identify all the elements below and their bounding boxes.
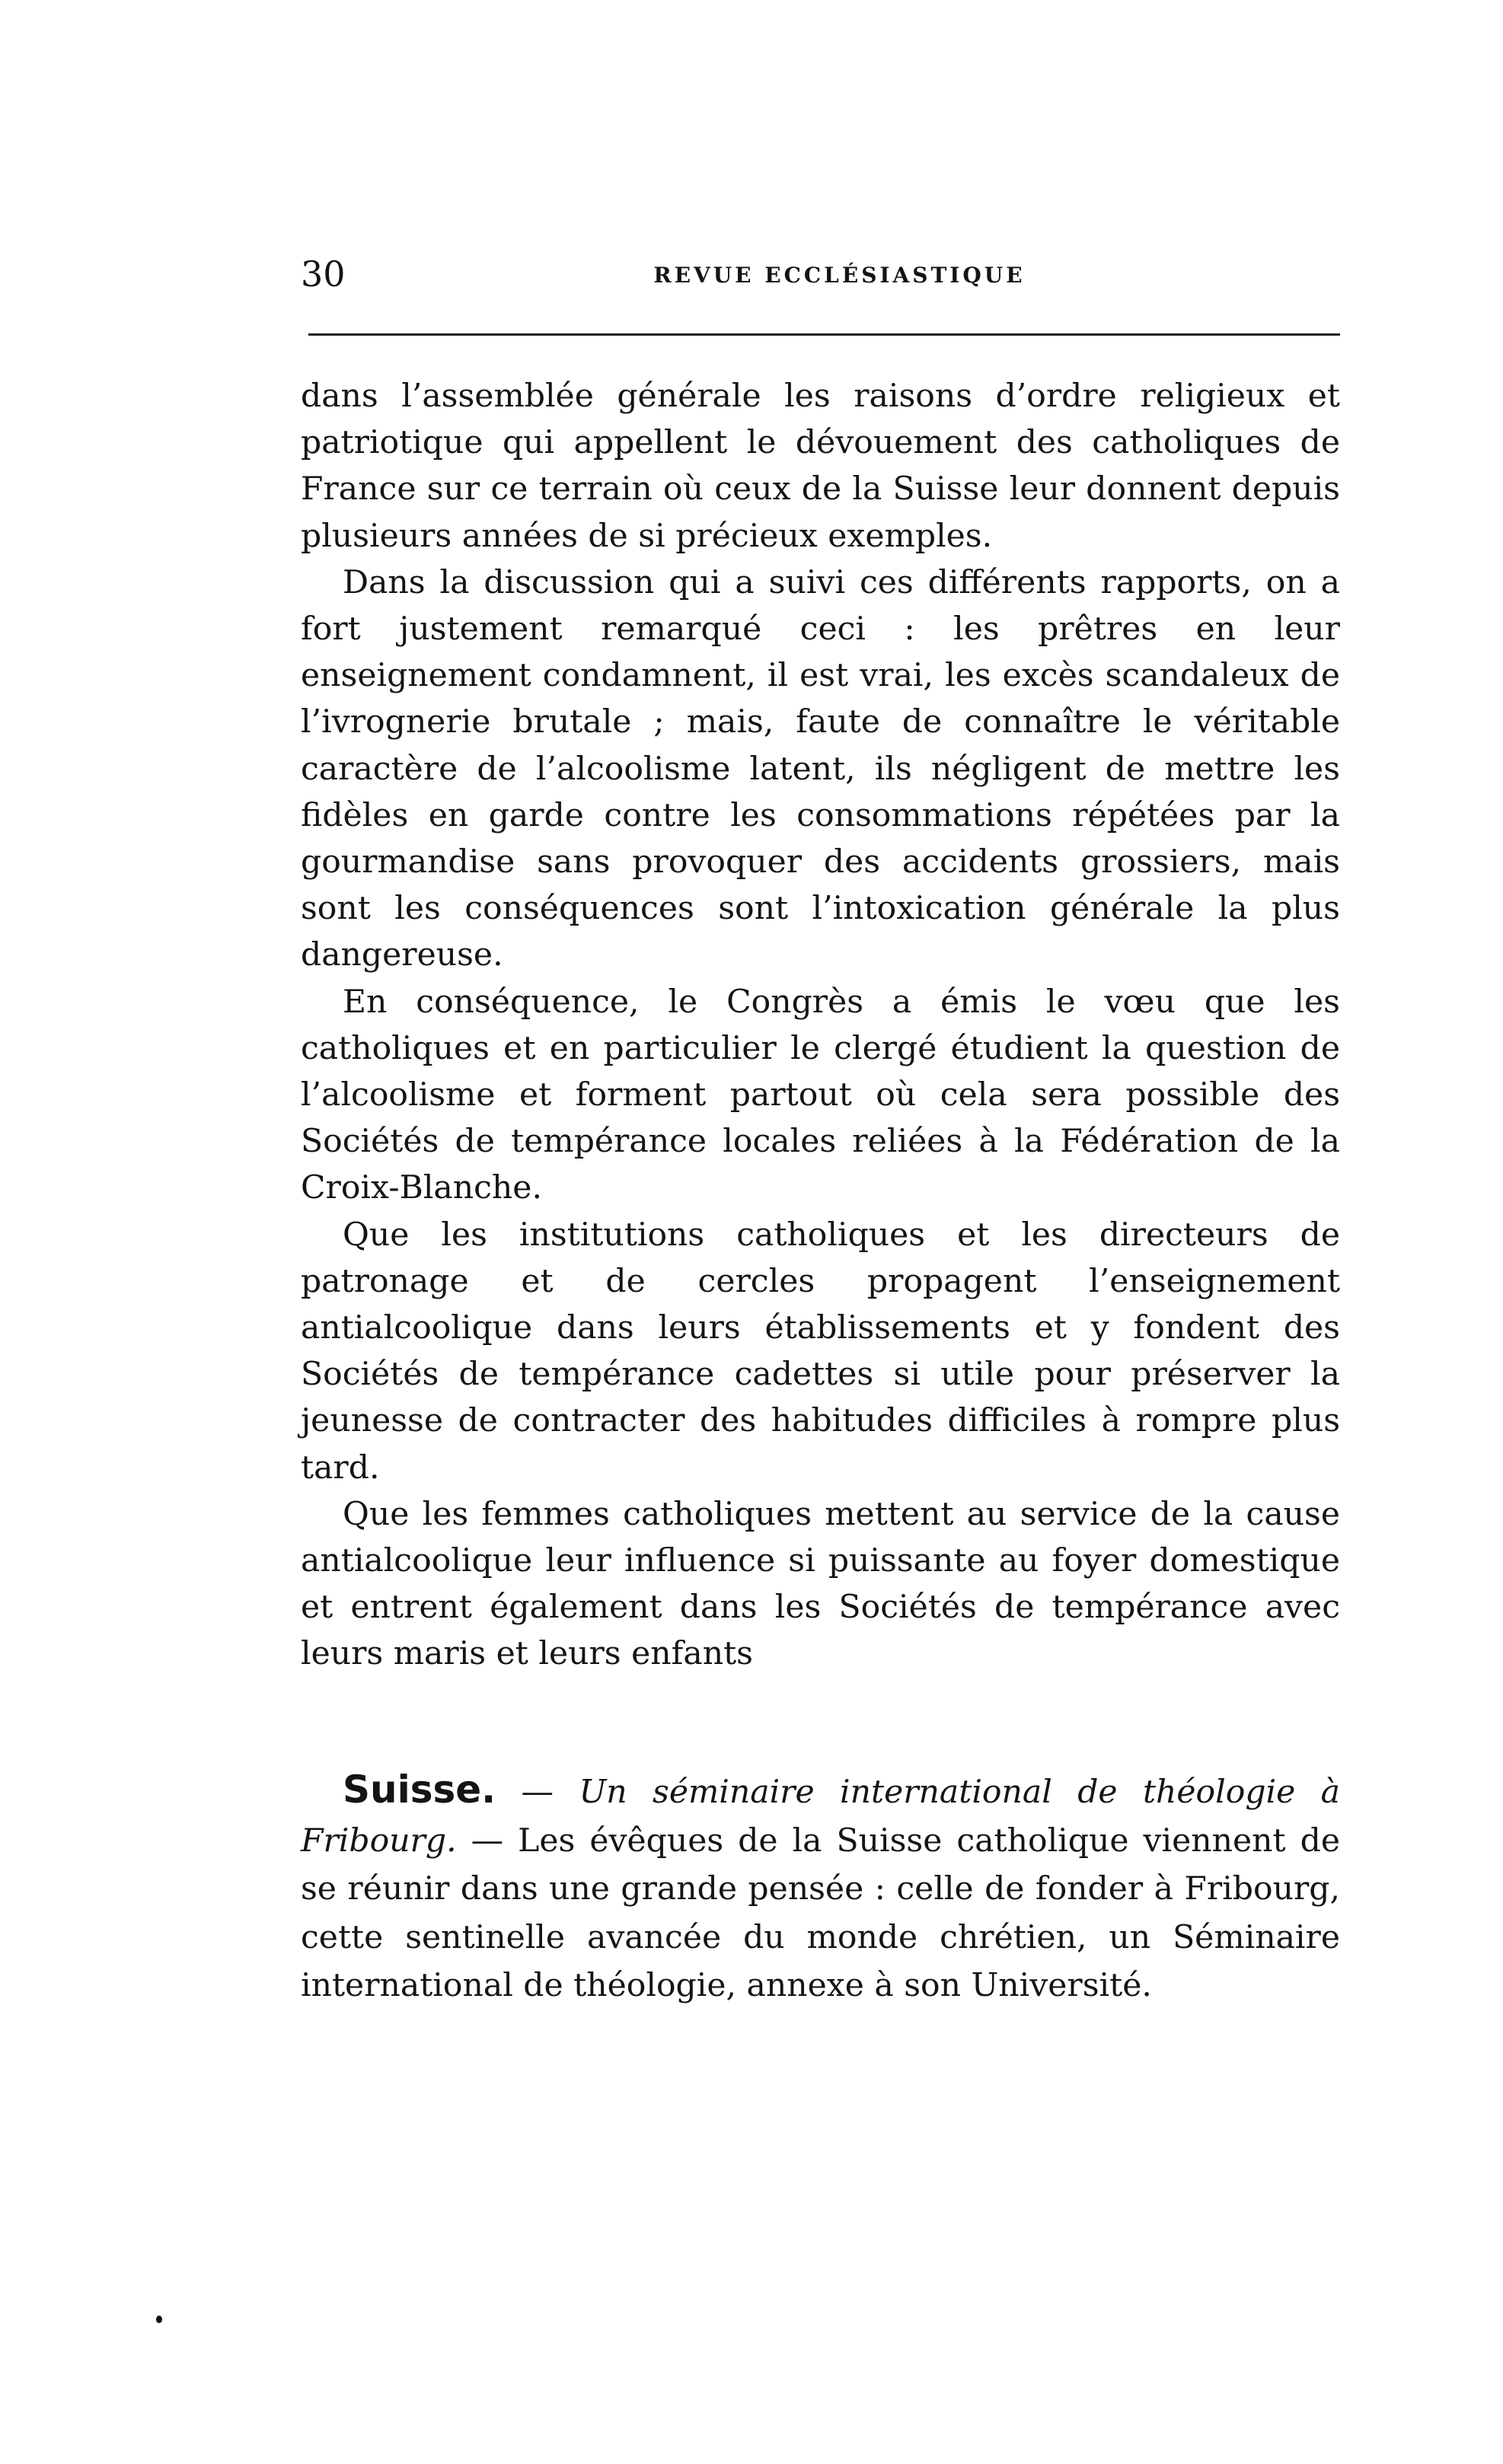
paragraph: En conséquence, le Congrès a émis le vœu que les catholiques et en particulier le clergé étudient la question de l’alcoolisme et forment partout où cela sera possible des Sociétés de tempérance locales reliées à la Fédération de la Croix-Blanche. — [301, 983, 1340, 1207]
section-text: Les évêques de la Suisse catholique viennent de se réunir dans une grande pensée : celle de fonder à Fribourg, cette sentinelle avancée du monde chrétien, un Séminaire international de théologie, annexe à son Université. — [301, 1822, 1340, 2004]
body-text — [301, 373, 1340, 1678]
page-number: 30 — [301, 253, 346, 295]
paragraph: Dans la discussion qui a suivi ces différents rapports, on a fort justement remarqué ceci : les prêtres en leur enseignement condamnent, il est vrai, les excès scandaleux de l’ivrognerie brutale ; mais, faute de connaître le véritable caractère de l’alcoolisme latent, ils négligent de mettre les fidèles en garde contre les consommations répétées par la gourmandise sans provoquer des accidents grossiers, mais sont les conséquences sont l’intoxication générale la plus dangereuse. — [301, 563, 1340, 974]
header-rule — [308, 333, 1340, 336]
section-dash: — — [496, 1774, 579, 1811]
section-paragraph — [301, 1766, 1340, 2010]
paragraph: dans l’assemblée générale les raisons d’ordre religieux et patriotique qui appellent le dévouement des catholiques de France sur ce terrain où ceux de la Suisse leur donnent depuis plusieurs années de si précieux exemples. — [301, 378, 1340, 555]
section-heading: Suisse. — [343, 1768, 496, 1812]
page-header — [301, 251, 1340, 297]
paragraph: Que les femmes catholiques mettent au service de la cause antialcoolique leur influence si puissante au foyer domestique et entrent également dans les Sociétés de tempérance avec leurs maris et leurs enfants — [301, 1495, 1340, 1673]
section-dash: — — [456, 1822, 519, 1860]
section-title: Un séminaire international de théologie à Fribourg. — [301, 1774, 1340, 1860]
running-head: REVUE ECCLÉSIASTIQUE — [653, 263, 1026, 288]
paragraph: Que les institutions catholiques et les directeurs de patronage et de cercles propagent l’enseignement antialcoolique dans leurs établissements et y fondent des Sociétés de tempérance cadettes si utile pour préserver la jeunesse de contracter des habitudes difficiles à rompre plus tard. — [301, 1216, 1340, 1487]
news-section-suisse — [301, 1766, 1340, 2010]
ink-speck — [156, 2316, 162, 2323]
